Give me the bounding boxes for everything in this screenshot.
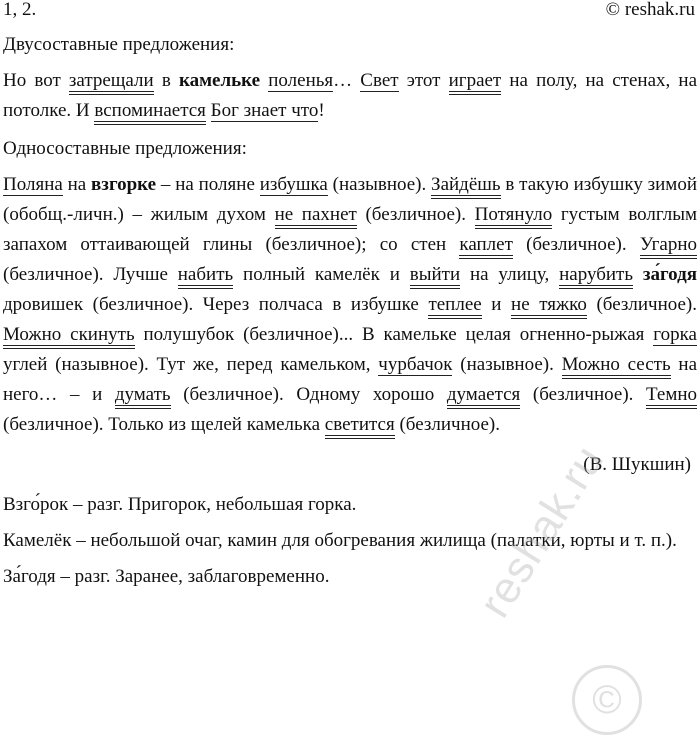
predicate: играет <box>449 70 502 95</box>
predicate: затрещали <box>69 70 154 95</box>
text-run: (безличное). <box>586 294 698 315</box>
text-run: Но вот <box>3 70 69 91</box>
main-member: думается <box>447 384 520 409</box>
text-run: углей (назывное). Тут же, перед камельком, <box>3 354 379 375</box>
watermark-seal-glyph: © <box>592 678 622 722</box>
text-run: на него… – и <box>3 354 698 405</box>
watermark-text: reshak.ru <box>470 436 614 626</box>
glossary-entry: За́годя – разг. Заранее, заблаговременно. <box>3 566 330 587</box>
text-run: густым волглым запахом оттаивающей глины (безличное); со стен <box>3 204 697 255</box>
predicate: вспоминается <box>94 100 206 125</box>
text-run: в такую избушку зимой (обобщ.-личн.) – жилым духом <box>3 174 698 225</box>
main-member: Зайдёшь <box>431 174 501 199</box>
bold-word: камельке <box>178 70 261 91</box>
text-run: (безличное). <box>512 234 640 255</box>
text-run: (безличное). Одному хорошо <box>170 384 447 405</box>
top-line <box>3 0 697 24</box>
main-member: думать <box>115 384 171 409</box>
text-run: … <box>333 70 361 91</box>
main-member: Можно скинуть <box>3 324 135 349</box>
subject: Бог знает что <box>210 100 319 121</box>
text-run: (безличное). <box>394 414 500 435</box>
copyright-label: © reshak.ru <box>605 0 695 20</box>
author-attribution: (В. Шукшин) <box>583 454 691 475</box>
main-member: Поляна <box>3 174 63 195</box>
text-run <box>260 70 268 91</box>
main-member: не пахнет <box>275 204 357 229</box>
text-run: на полу, на стенах, на потолке. И <box>3 70 697 121</box>
main-member: набить <box>178 264 233 289</box>
text-run: ! <box>318 100 325 121</box>
bold-word: взгорке <box>91 174 157 195</box>
glossary-entry: Взго́рок – разг. Пригорок, небольшая горка. <box>3 494 357 515</box>
text-run: (безличное). <box>356 204 475 225</box>
main-member: Можно сесть <box>562 354 671 379</box>
main-member: чурбачок <box>378 354 453 375</box>
main-member: каплет <box>459 234 513 259</box>
text-run: и <box>481 294 512 315</box>
document-page <box>3 0 697 598</box>
text-run: на улицу, <box>460 264 560 285</box>
main-member: не тяжко <box>511 294 587 319</box>
two-part-paragraph <box>3 66 697 126</box>
text-run: (назывное). <box>327 174 432 195</box>
text-run: (безличное). Лучше <box>3 264 178 285</box>
text-run: на <box>62 174 92 195</box>
main-member: выйти <box>410 264 460 289</box>
text-run: этот <box>398 70 449 91</box>
exercise-number: 1, 2. <box>3 0 37 20</box>
subject: поленья <box>268 70 334 91</box>
text-run: в <box>153 70 179 91</box>
bold-word: за́годя <box>642 264 698 285</box>
main-member: нарубить <box>559 264 633 289</box>
one-part-paragraph <box>3 170 697 440</box>
two-part-heading: Двусоставные предложения: <box>3 34 235 55</box>
text-run: (назывное). <box>452 354 562 375</box>
main-member: Угарно <box>640 234 697 259</box>
glossary-entry: Камелёк – небольшой очаг, камин для обогревания жилища (палатки, юрты и т. п.). <box>3 530 677 551</box>
main-member: избушка <box>259 174 328 195</box>
subject: Свет <box>360 70 399 91</box>
text-run <box>206 100 211 121</box>
main-member: теплее <box>428 294 481 319</box>
text-run: (безличное). Только из щелей камелька <box>3 414 325 435</box>
text-run: полушубок (безличное)... В камельке целая огненно-рыжая <box>134 324 654 345</box>
main-member: горка <box>653 324 697 345</box>
main-member: Потянуло <box>475 204 553 229</box>
main-member: светится <box>325 414 395 439</box>
text-run: (безличное). <box>520 384 646 405</box>
text-run: полный камелёк и <box>233 264 410 285</box>
text-run: – на поляне <box>156 174 260 195</box>
main-member: Темно <box>646 384 697 409</box>
text-run: дровишек (безличное). Через полчаса в избушке <box>3 294 429 315</box>
watermark-seal-icon <box>572 665 642 735</box>
one-part-heading: Односоставные предложения: <box>3 138 247 159</box>
text-run <box>633 264 643 285</box>
